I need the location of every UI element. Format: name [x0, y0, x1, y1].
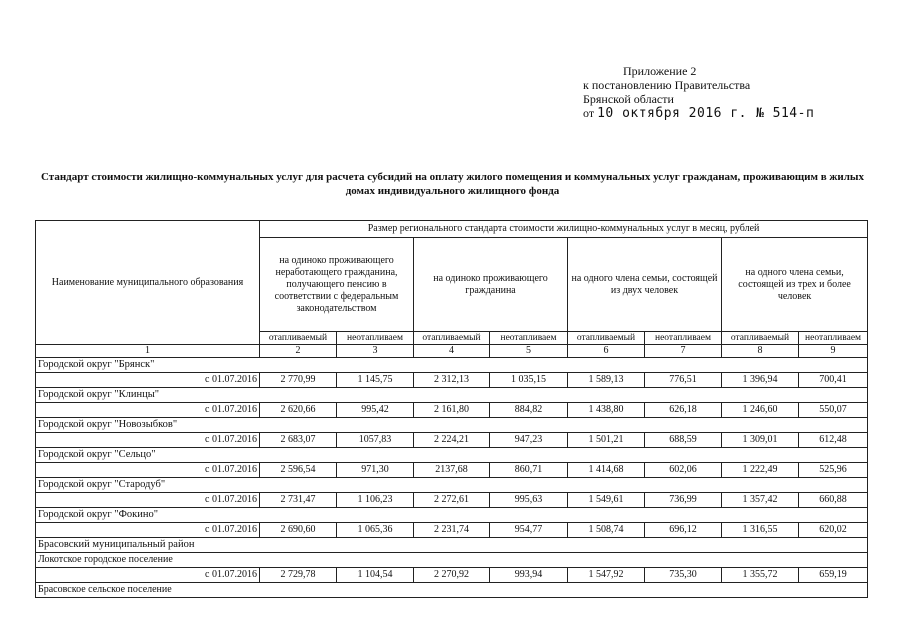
subheader-unheated: неотапливаем [645, 332, 722, 345]
table-row [36, 493, 868, 508]
column-number: 3 [337, 345, 414, 358]
table-row [36, 418, 868, 433]
cost-value-cell: 1 246,60 [722, 403, 799, 418]
cost-value-cell: 971,30 [337, 463, 414, 478]
cost-value-cell: 700,41 [799, 373, 868, 388]
cost-value-cell: 947,23 [490, 433, 568, 448]
table-row [36, 538, 868, 553]
appendix-region-line: Брянской области [583, 92, 674, 106]
table-row [36, 388, 868, 403]
cost-value-cell: 525,96 [799, 463, 868, 478]
header-municipality: Наименование муниципального образования [36, 221, 260, 345]
cost-value-cell: 1 414,68 [568, 463, 645, 478]
cost-value-cell: 1 501,21 [568, 433, 645, 448]
appendix-date: 10 октября 2016 г. [597, 106, 747, 121]
effective-date: с 01.07.2016 [36, 463, 260, 478]
cost-value-cell: 2 620,66 [260, 403, 337, 418]
municipality-group-label: Городской округ "Стародуб" [36, 478, 868, 493]
cost-value-cell: 2 231,74 [414, 523, 490, 538]
cost-value-cell: 1 316,55 [722, 523, 799, 538]
effective-date: с 01.07.2016 [36, 373, 260, 388]
cost-value-cell: 2 729,78 [260, 568, 337, 583]
municipality-group-label: Городской округ "Фокино" [36, 508, 868, 523]
effective-date: с 01.07.2016 [36, 433, 260, 448]
subheader-unheated: неотапливаем [490, 332, 568, 345]
subheader-heated: отапливаемый [568, 332, 645, 345]
appendix-number: № 514-п [755, 106, 815, 121]
municipality-group-label: Брасовский муниципальный район [36, 538, 868, 553]
column-number: 9 [799, 345, 868, 358]
cost-value-cell: 620,02 [799, 523, 868, 538]
municipality-group-label: Городской округ "Клинцы" [36, 388, 868, 403]
cost-value-cell: 736,99 [645, 493, 722, 508]
column-number: 8 [722, 345, 799, 358]
cost-value-cell: 2 224,21 [414, 433, 490, 448]
cost-value-cell: 2 683,07 [260, 433, 337, 448]
cost-value-cell: 1 035,15 [490, 373, 568, 388]
cost-value-cell: 696,12 [645, 523, 722, 538]
table-row [36, 433, 868, 448]
effective-date: с 01.07.2016 [36, 523, 260, 538]
column-number: 5 [490, 345, 568, 358]
cost-value-cell: 993,94 [490, 568, 568, 583]
table-body [36, 221, 868, 598]
document-title: Стандарт стоимости жилищно-коммунальных услуг для расчета субсидий на оплату жилого помещения и коммунальных услуг гражданам, проживающим в жилых домах индивидуального жилищного фонда [41, 171, 864, 197]
cost-value-cell: 626,18 [645, 403, 722, 418]
table-row [36, 523, 868, 538]
table-row [36, 358, 868, 373]
cost-value-cell: 1 355,72 [722, 568, 799, 583]
cost-value-cell: 2 272,61 [414, 493, 490, 508]
appendix-date-line [583, 106, 814, 121]
cost-value-cell: 602,06 [645, 463, 722, 478]
table-row [36, 448, 868, 463]
cost-value-cell: 2137,68 [414, 463, 490, 478]
cost-value-cell: 1 065,36 [337, 523, 414, 538]
table-row [36, 373, 868, 388]
cost-value-cell: 659,19 [799, 568, 868, 583]
cost-value-cell: 2 161,80 [414, 403, 490, 418]
appendix-title: Приложение 2 [623, 64, 697, 78]
subheader-heated: отапливаемый [414, 332, 490, 345]
cost-value-cell: 1 309,01 [722, 433, 799, 448]
cost-value-cell: 1057,83 [337, 433, 414, 448]
cost-value-cell: 550,07 [799, 403, 868, 418]
cost-value-cell: 1 104,54 [337, 568, 414, 583]
column-number: 1 [36, 345, 260, 358]
cost-value-cell: 995,42 [337, 403, 414, 418]
cost-value-cell: 1 508,74 [568, 523, 645, 538]
municipality-group-label: Городской округ "Новозыбков" [36, 418, 868, 433]
municipality-group-label: Городской округ "Сельцо" [36, 448, 868, 463]
cost-value-cell: 660,88 [799, 493, 868, 508]
column-number: 6 [568, 345, 645, 358]
cost-value-cell: 2 690,60 [260, 523, 337, 538]
cost-value-cell: 2 312,13 [414, 373, 490, 388]
cost-value-cell: 2 770,99 [260, 373, 337, 388]
cost-value-cell: 2 596,54 [260, 463, 337, 478]
cost-value-cell: 995,63 [490, 493, 568, 508]
column-number: 7 [645, 345, 722, 358]
column-number: 2 [260, 345, 337, 358]
column-number: 4 [414, 345, 490, 358]
header-category-single: на одиноко проживающего гражданина [414, 238, 568, 332]
cost-value-cell: 1 589,13 [568, 373, 645, 388]
cost-value-cell: 1 145,75 [337, 373, 414, 388]
cost-value-cell: 2 731,47 [260, 493, 337, 508]
appendix-decree-line: к постановлению Правительства [583, 78, 751, 92]
appendix-block [583, 64, 814, 121]
effective-date: с 01.07.2016 [36, 403, 260, 418]
header-category-family-two: на одного члена семьи, состоящей из двух человек [568, 238, 722, 332]
cost-value-cell: 2 270,92 [414, 568, 490, 583]
standard-cost-table [35, 220, 868, 598]
table-row [36, 583, 868, 598]
effective-date: с 01.07.2016 [36, 493, 260, 508]
cost-value-cell: 612,48 [799, 433, 868, 448]
cost-value-cell: 776,51 [645, 373, 722, 388]
table-row [36, 568, 868, 583]
cost-value-cell: 688,59 [645, 433, 722, 448]
cost-value-cell: 1 438,80 [568, 403, 645, 418]
subheader-unheated: неотапливаем [799, 332, 868, 345]
table-row [36, 478, 868, 493]
cost-value-cell: 1 549,61 [568, 493, 645, 508]
settlement-label: Локотское городское поселение [36, 553, 868, 568]
table-row [36, 463, 868, 478]
subheader-heated: отапливаемый [722, 332, 799, 345]
table-row [36, 508, 868, 523]
cost-value-cell: 860,71 [490, 463, 568, 478]
cost-value-cell: 1 547,92 [568, 568, 645, 583]
header-group: Размер регионального стандарта стоимости жилищно-коммунальных услуг в месяц, рублей [260, 221, 868, 238]
cost-value-cell: 1 396,94 [722, 373, 799, 388]
table-row [36, 553, 868, 568]
effective-date: с 01.07.2016 [36, 568, 260, 583]
cost-value-cell: 954,77 [490, 523, 568, 538]
cost-value-cell: 1 106,23 [337, 493, 414, 508]
subheader-unheated: неотапливаем [337, 332, 414, 345]
settlement-label: Брасовское сельское поселение [36, 583, 868, 598]
municipality-group-label: Городской округ "Брянск" [36, 358, 868, 373]
subheader-heated: отапливаемый [260, 332, 337, 345]
cost-value-cell: 884,82 [490, 403, 568, 418]
header-category-pensioner: на одиноко проживающего неработающего гражданина, получающего пенсию в соответствии с федеральным законодательством [260, 238, 414, 332]
table-row [36, 403, 868, 418]
cost-value-cell: 735,30 [645, 568, 722, 583]
cost-value-cell: 1 222,49 [722, 463, 799, 478]
appendix-date-prefix: от [583, 106, 595, 120]
header-category-family-three: на одного члена семьи, состоящей из трех и более человек [722, 238, 868, 332]
cost-value-cell: 1 357,42 [722, 493, 799, 508]
